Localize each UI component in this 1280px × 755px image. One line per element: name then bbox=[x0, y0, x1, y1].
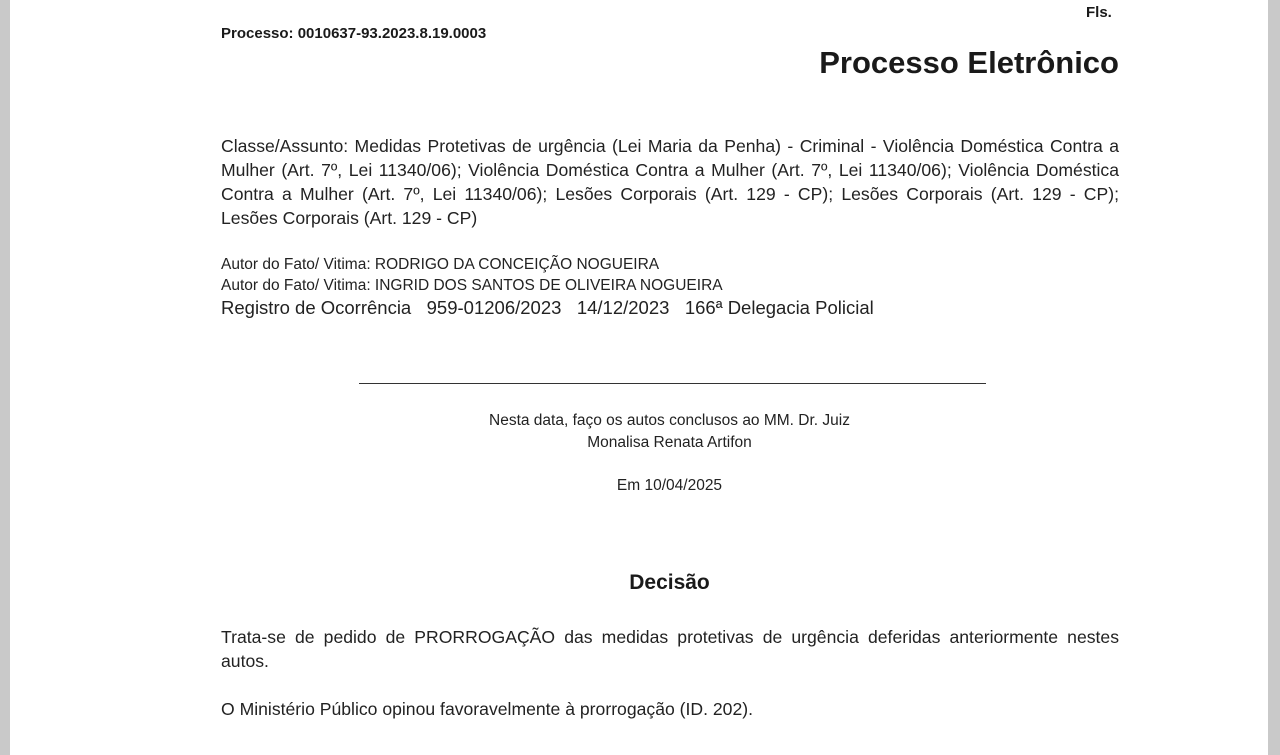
folhas-label: Fls. bbox=[1086, 4, 1112, 21]
conclusos-text: Nesta data, faço os autos conclusos ao MM. Dr. Juiz bbox=[489, 412, 850, 429]
party-line: Autor do Fato/ Vitima: RODRIGO DA CONCEIÇÃO NOGUEIRA bbox=[221, 256, 660, 273]
scrollbar[interactable] bbox=[1268, 0, 1280, 755]
conclusos-block bbox=[359, 410, 980, 454]
divider-line bbox=[359, 383, 986, 384]
document-page bbox=[10, 0, 1268, 755]
document-title: Processo Eletrônico bbox=[819, 45, 1119, 80]
decision-paragraph: O Ministério Público opinou favoravelmente à prorrogação (ID. 202). bbox=[221, 699, 753, 719]
classe-assunto: Classe/Assunto: Medidas Protetivas de urgência (Lei Maria da Penha) - Criminal - Violência Doméstica Contra a Mulher (Art. 7º, Lei 11340/06); Violência Doméstica Contra a Mulher (Art. 7º, Lei 11340/06); Violência Doméstica Contra a Mulher (Art. 7º, Lei 11340/06); Lesões Corporais (Art. 129 - CP); Lesões Corporais (Art. 129 - CP); Lesões Corporais (Art. 129 - CP) bbox=[221, 136, 1119, 228]
processo-number: Processo: 0010637-93.2023.8.19.0003 bbox=[221, 25, 487, 42]
decision-body bbox=[221, 625, 1119, 745]
party-line: Autor do Fato/ Vitima: INGRID DOS SANTOS DE OLIVEIRA NOGUEIRA bbox=[221, 277, 723, 294]
judge-name: Monalisa Renata Artifon bbox=[587, 434, 752, 451]
registro-ocorrencia: Registro de Ocorrência 959-01206/2023 14/12/2023 166ª Delegacia Policial bbox=[221, 297, 874, 318]
conclusos-date: Em 10/04/2025 bbox=[616, 477, 723, 494]
decision-paragraph: Trata-se de pedido de PRORROGAÇÃO das medidas protetivas de urgência deferidas anteriormente nestes autos. bbox=[221, 627, 1119, 671]
parties-block bbox=[221, 254, 1119, 320]
decision-heading: Decisão bbox=[629, 571, 710, 594]
